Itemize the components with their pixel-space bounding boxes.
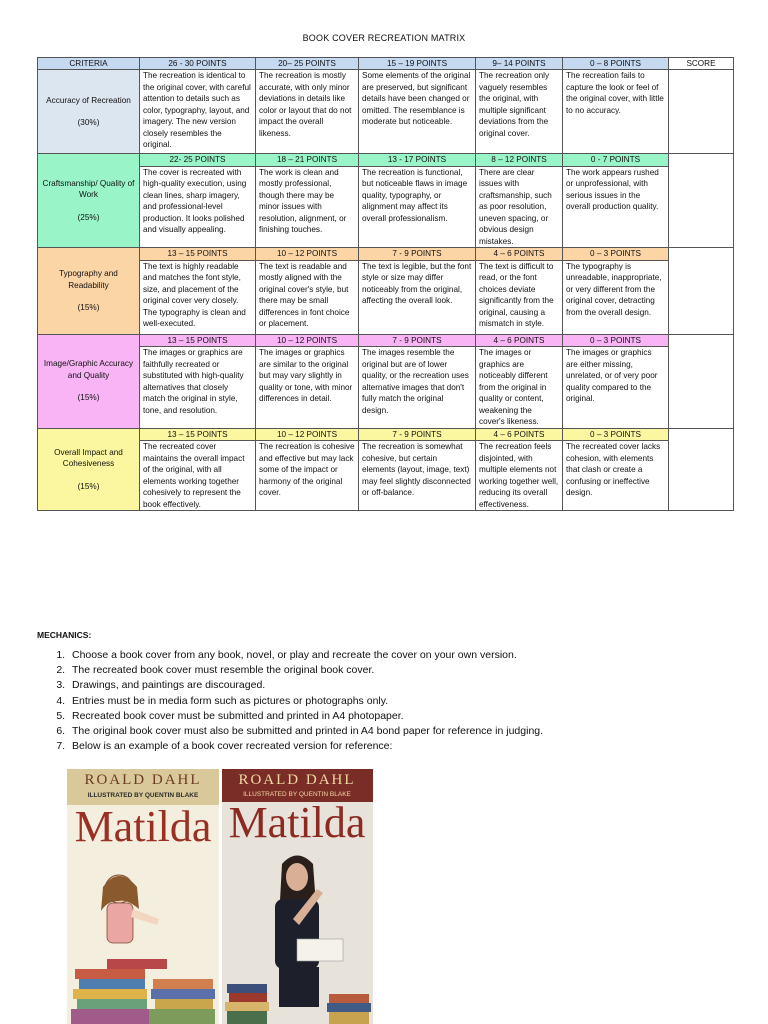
points-band-row [38, 154, 734, 167]
descriptor-cell: The recreation is functional, but noticeable flaws in image quality, typography, or alignment may affect its overall professionalism. [359, 166, 476, 248]
points-band: 10 – 12 POINTS [256, 334, 359, 347]
rubric-table [37, 57, 734, 511]
mechanics-item: 6. The original book cover must also be submitted and printed in A4 bond paper for reference in judging. [68, 724, 708, 739]
mechanics-item: 2. The recreated book cover must resemble the original book cover. [68, 663, 708, 678]
points-band: 0 – 3 POINTS [563, 334, 669, 347]
descriptor-cell: The images or graphics are noticeably different from the original in quality or content, weakening the cover's likeness. [476, 347, 563, 429]
points-band: 4 – 6 POINTS [476, 248, 563, 261]
column-header: 15 – 19 POINTS [359, 58, 476, 70]
points-band: 10 – 12 POINTS [256, 248, 359, 261]
criteria-row [38, 441, 734, 511]
criteria-name: Craftsmanship/ Quality of Work [42, 178, 135, 200]
points-band: 13 – 15 POINTS [140, 428, 256, 441]
criteria-weight: (15%) [77, 303, 100, 312]
covers-svg [67, 769, 373, 1024]
criteria-weight: (15%) [77, 393, 100, 403]
descriptor-cell: The recreation is somewhat cohesive, but certain elements (layout, image, text) may feel slightly disconnected or off-balance. [359, 441, 476, 511]
criteria-name: Accuracy of Recreation [46, 95, 131, 105]
descriptor-cell: The images or graphics are similar to the original but may vary slightly in quality or tone, with minor differences in detail. [256, 347, 359, 429]
points-band-row [38, 334, 734, 347]
criteria-cell [38, 334, 140, 428]
criteria-name: Image/Graphic Accuracy and Quality [43, 359, 134, 380]
descriptor-cell: The recreation is cohesive and effective but may lack some of the impact or harmony of the original cover. [256, 441, 359, 511]
mechanics-item: 3. Drawings, and paintings are discouraged. [68, 678, 708, 693]
descriptor-cell: The cover is recreated with high-quality execution, using clean lines, sharp imagery, and professional-level production. It looks polished and visually appealing. [140, 166, 256, 248]
mechanics-item: 4. Entries must be in media form such as pictures or photographs only. [68, 694, 708, 709]
descriptor-cell: The recreation is identical to the original cover, with careful attention to details such as color, typography, layout, and imagery. The new version closely resembles the original. [140, 70, 256, 154]
points-band: 13 – 15 POINTS [140, 334, 256, 347]
points-band: 0 – 3 POINTS [563, 428, 669, 441]
descriptor-cell: The recreation feels disjointed, with multiple elements not working together well, reducing its overall effectiveness. [476, 441, 563, 511]
criteria-row [38, 166, 734, 248]
recreated-cover-image [222, 769, 373, 1024]
descriptor-cell: The images or graphics are either missing, unrelated, or of very poor quality compared to the original. [563, 347, 669, 429]
original-illustrator: ILLUSTRATED BY QUENTIN BLAKE [87, 792, 199, 799]
criteria-cell [38, 70, 140, 154]
column-header: CRITERIA [38, 58, 140, 70]
points-band: 7 - 9 POINTS [359, 248, 476, 261]
points-band: 4 – 6 POINTS [476, 334, 563, 347]
descriptor-cell: The text is readable and mostly aligned with the original cover's style, but there may be small differences in font choice or placement. [256, 260, 359, 334]
mechanics-list [37, 648, 708, 754]
criteria-name: Typography and Readability [59, 269, 118, 290]
original-title: Matilda [74, 802, 212, 851]
criteria-weight: (15%) [77, 481, 100, 491]
score-cell[interactable] [669, 428, 734, 511]
criteria-cell [38, 248, 140, 335]
mechanics-item: 5. Recreated book cover must be submitted and printed in A4 photopaper. [68, 709, 708, 724]
descriptor-cell: The work appears rushed or unprofessional, with serious issues in the overall production quality. [563, 166, 669, 248]
descriptor-cell: The recreated cover lacks cohesion, with elements that clash or create a confusing or ineffective design. [563, 441, 669, 511]
descriptor-cell: There are clear issues with craftsmanship, such as poor resolution, uneven spacing, or obvious design mistakes. [476, 166, 563, 248]
mechanics-label: MECHANICS: [37, 630, 92, 640]
descriptor-cell: The recreation only vaguely resembles the original, with multiple significant deviations from the original cover. [476, 70, 563, 154]
criteria-cell [38, 428, 140, 511]
descriptor-cell: Some elements of the original are preserved, but significant details have been changed or omitted. The resemblance is moderate but noticeable. [359, 70, 476, 154]
descriptor-cell: The text is difficult to read, or the font choices deviate significantly from the original, causing a mismatch in style. [476, 260, 563, 334]
points-band: 0 - 7 POINTS [563, 154, 669, 167]
descriptor-cell: The recreated cover maintains the overall impact of the original, with all elements working together cohesively to represent the book effectively. [140, 441, 256, 511]
column-header: 0 – 8 POINTS [563, 58, 669, 70]
descriptor-cell: The text is legible, but the font style or size may differ noticeably from the original, affecting the overall look. [359, 260, 476, 334]
score-cell[interactable] [669, 334, 734, 428]
score-cell[interactable] [669, 248, 734, 335]
recreated-illustrator: ILLUSTRATED BY QUENTIN BLAKE [243, 791, 351, 798]
example-covers [67, 769, 373, 1024]
original-author: ROALD DAHL [84, 772, 202, 788]
header-row [38, 58, 734, 70]
criteria-cell [38, 154, 140, 248]
points-band: 18 – 21 POINTS [256, 154, 359, 167]
descriptor-cell: The recreation is mostly accurate, with only minor deviations in details like color or layout that do not impact the overall likeness. [256, 70, 359, 154]
criteria-row [38, 70, 734, 154]
descriptor-cell: The recreation fails to capture the look or feel of the original cover, with little to no accuracy. [563, 70, 669, 154]
points-band-row [38, 428, 734, 441]
mechanics-item: 1. Choose a book cover from any book, novel, or play and recreate the cover on your own version. [68, 648, 708, 663]
column-header: 9– 14 POINTS [476, 58, 563, 70]
criteria-weight: (30%) [77, 118, 100, 127]
criteria-name: Overall Impact and Cohesiveness [54, 447, 123, 468]
points-band: 7 - 9 POINTS [359, 334, 476, 347]
points-band: 22- 25 POINTS [140, 154, 256, 167]
points-band-row [38, 248, 734, 261]
points-band: 4 – 6 POINTS [476, 428, 563, 441]
score-cell[interactable] [669, 154, 734, 248]
mechanics-item: 7. Below is an example of a book cover recreated version for reference: [68, 739, 708, 754]
original-cover-image [67, 769, 219, 1024]
descriptor-cell: The images or graphics are faithfully recreated or substituted with high-quality alternatives that closely match the original in style, tone, and resolution. [140, 347, 256, 429]
recreated-title: Matilda [228, 798, 366, 847]
criteria-row [38, 347, 734, 429]
recreated-author: ROALD DAHL [238, 772, 356, 788]
points-band: 7 - 9 POINTS [359, 428, 476, 441]
points-band: 10 – 12 POINTS [256, 428, 359, 441]
descriptor-cell: The text is highly readable and matches the font style, size, and placement of the original cover very closely. The typography is clean and well-executed. [140, 260, 256, 334]
score-cell[interactable] [669, 70, 734, 154]
document-title: BOOK COVER RECREATION MATRIX [302, 33, 466, 43]
descriptor-cell: The typography is unreadable, inappropriate, or very different from the original cover, detracting from the overall design. [563, 260, 669, 334]
descriptor-cell: The images resemble the original but are of lower quality, or the recreation uses alternative images that don't fully match the original design. [359, 347, 476, 429]
points-band: 8 – 12 POINTS [476, 154, 563, 167]
points-band: 13 – 15 POINTS [140, 248, 256, 261]
column-header: 20– 25 POINTS [256, 58, 359, 70]
points-band: 13 - 17 POINTS [359, 154, 476, 167]
criteria-weight: (25%) [77, 212, 100, 222]
column-header: 26 - 30 POINTS [140, 58, 256, 70]
descriptor-cell: The work is clean and mostly professional, though there may be minor issues with resolution, alignment, or finishing touches. [256, 166, 359, 248]
criteria-row [38, 260, 734, 334]
column-header: SCORE [669, 58, 734, 70]
points-band: 0 – 3 POINTS [563, 248, 669, 261]
